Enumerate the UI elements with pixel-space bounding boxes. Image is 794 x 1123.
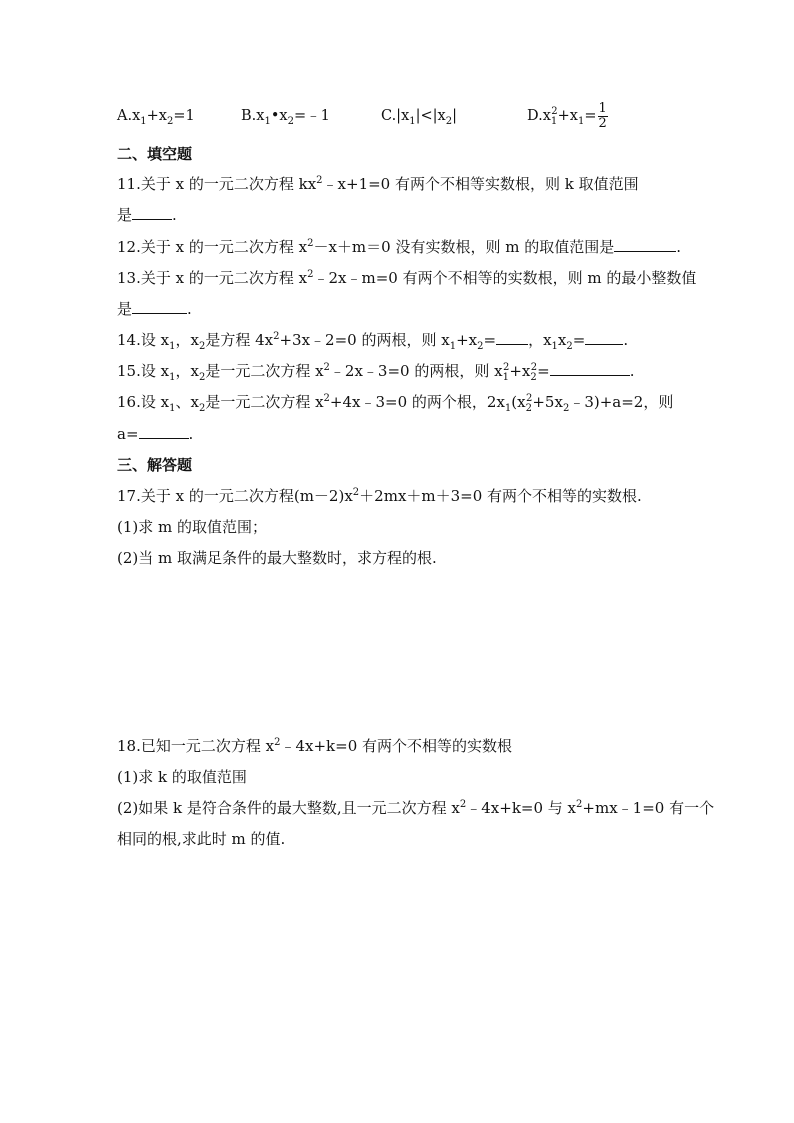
answer-blank[interactable] xyxy=(132,205,172,220)
answer-blank[interactable] xyxy=(550,361,630,376)
answer-blank[interactable] xyxy=(585,330,623,345)
question-18-part2: (2)如果 k 是符合条件的最大整数,且一元二次方程 $x^2﹣4x+k=0$ 与 $x^2+mx﹣1=0$ 有一个 xyxy=(117,799,715,817)
question-12: 12.关于 x 的一元二次方程 $x^2-x+m=0$ 没有实数根，则 m 的取值范围是 . xyxy=(117,238,682,256)
option-b: $B.x_1•x_2=﹣1$ xyxy=(241,108,330,127)
option-d: $D.x_1^2+x_1=$ $\frac{1}{2}$ xyxy=(527,100,607,131)
question-16: 16.设 $x_1$、$x_2$是一元二次方程 $x^2+4x﹣3=0$ 的两个根，$2x_1(x_2^2+5x_2﹣3)+a=2$，则 xyxy=(117,393,674,414)
option-c: $C.|x_1|<|x_2|$ xyxy=(381,108,457,127)
answer-blank[interactable] xyxy=(139,424,189,439)
answer-blank[interactable] xyxy=(496,330,528,345)
question-15: 15.设 $x_1$，$x_2$是一元二次方程 $x^2﹣2x﹣3=0$ 的两根，则 $x_1^2+x_2^2=$ . xyxy=(117,362,635,383)
question-17-part2: (2)当 m 取满足条件的最大整数时，求方程的根. xyxy=(117,549,437,567)
section-title-answer: 三、解答题 xyxy=(117,456,193,474)
question-18-part1: (1)求 k 的取值范围 xyxy=(117,768,247,786)
section-title-fill-blank: 二、填空题 xyxy=(117,145,193,163)
question-11: 11.关于 x 的一元二次方程 $kx^2﹣x+1=0$ 有两个不相等实数根，则 k 取值范围 xyxy=(117,175,639,193)
answer-blank[interactable] xyxy=(132,299,187,314)
question-14: 14.设 $x_1$，$x_2$是方程 $4x^2+3x﹣2=0$ 的两根，则 $x_1+x_2=$ ，$x_1x_2=$ . xyxy=(117,331,629,352)
question-13: 13.关于 x 的一元二次方程 $x^2﹣2x﹣m=0$ 有两个不相等的实数根，则 m 的最小整数值 xyxy=(117,269,697,287)
question-16-line2: a= . xyxy=(117,425,194,443)
fraction: $\frac{1}{2}$ xyxy=(598,100,607,131)
option-a: $A.x_1+x_2=1$ xyxy=(117,108,195,127)
question-17: 17.关于 x 的一元二次方程$(m-2)x^2+2mx+m+3=0$ 有两个不相等的实数根. xyxy=(117,487,642,505)
question-18: 18.已知一元二次方程 $x^2﹣4x+k=0$ 有两个不相等的实数根 xyxy=(117,737,513,755)
question-17-part1: (1)求 m 的取值范围； xyxy=(117,518,268,536)
question-11-line2: 是 . xyxy=(117,206,177,224)
answer-blank[interactable] xyxy=(614,237,676,252)
question-18-part2-line2: 相同的根,求此时 m 的值. xyxy=(117,830,286,848)
question-13-line2: 是 . xyxy=(117,300,192,318)
